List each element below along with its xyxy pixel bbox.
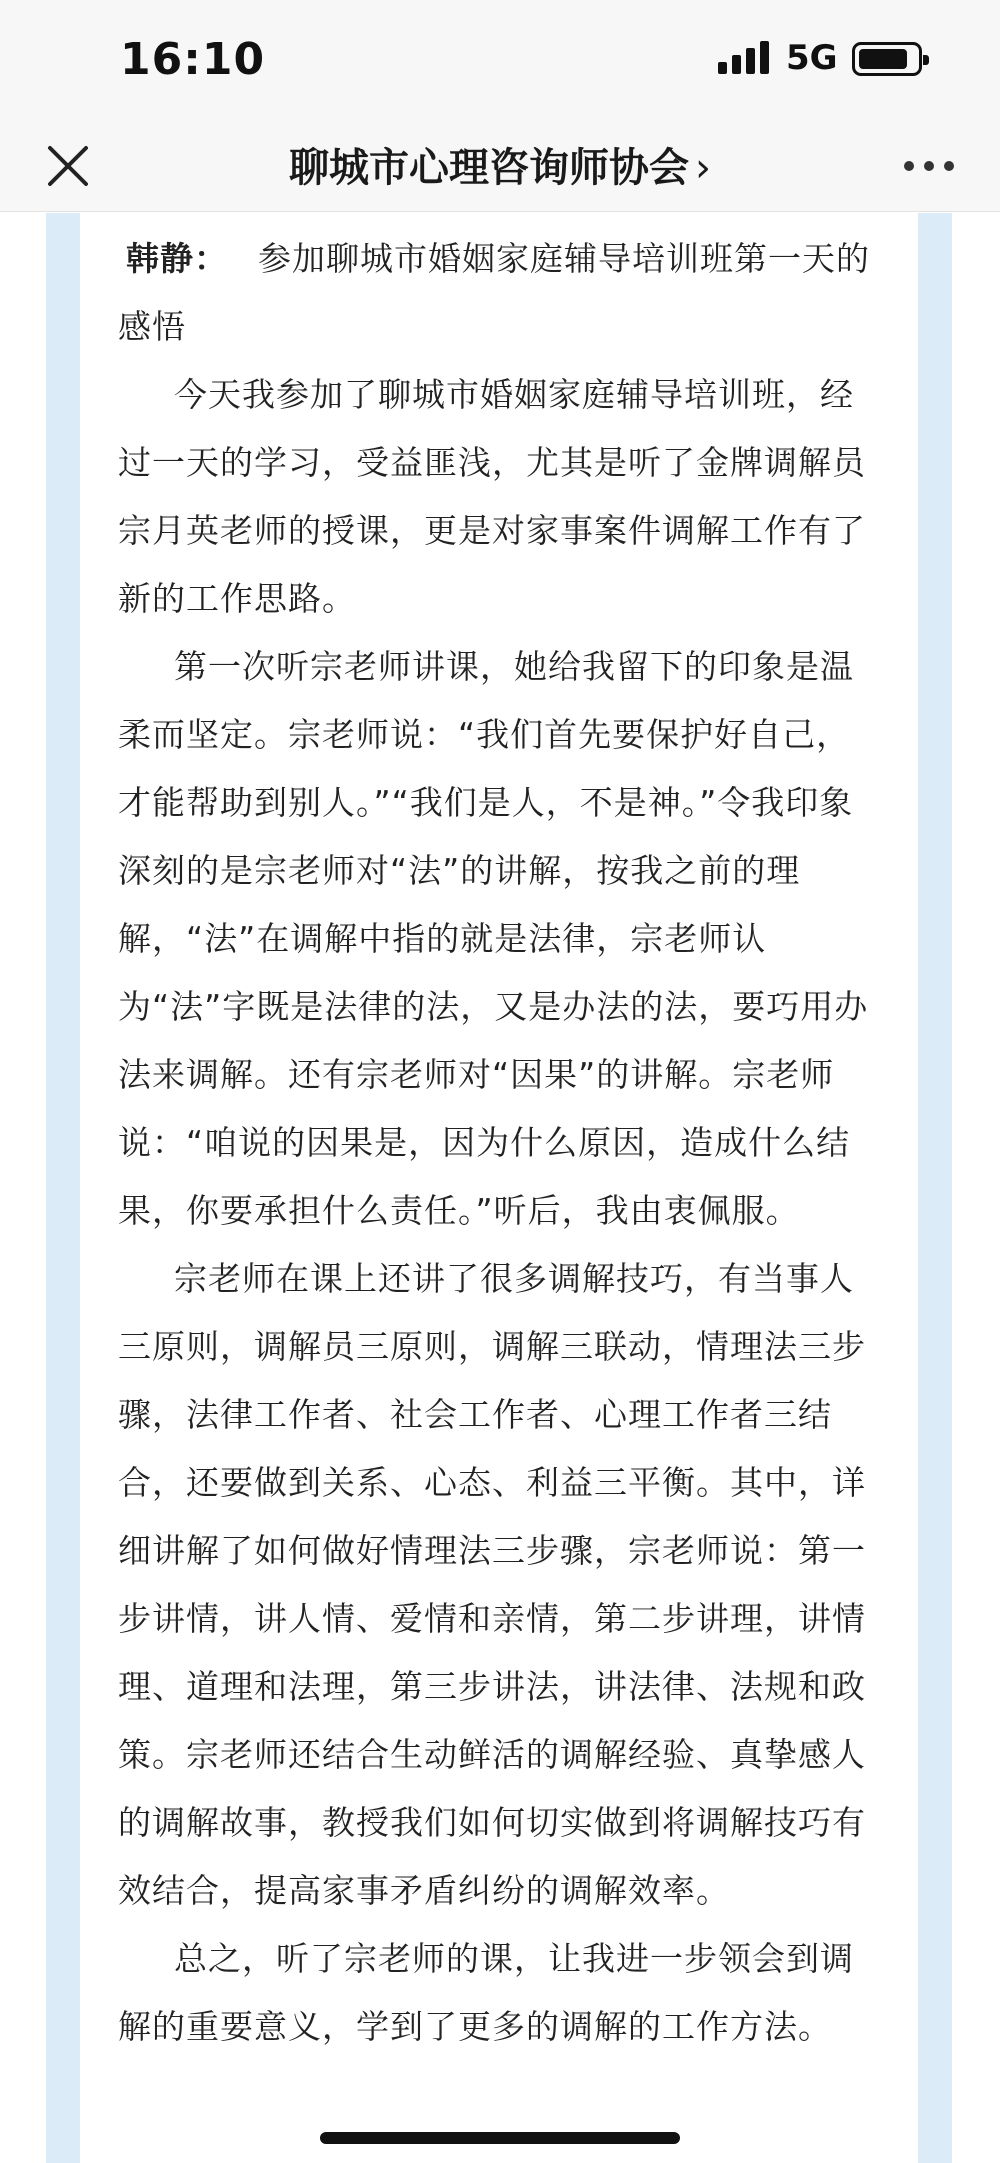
- more-dots-icon: [904, 161, 914, 171]
- nav-bar: [0, 120, 1000, 212]
- chevron-right-icon: ›: [695, 145, 711, 191]
- battery-icon: [852, 42, 922, 76]
- article-heading: [118, 225, 878, 361]
- account-title-link[interactable]: [0, 136, 1000, 193]
- status-time: 16:10: [120, 34, 266, 85]
- article-author: 韩静：: [126, 239, 228, 278]
- right-border-decoration: [918, 213, 952, 2163]
- status-bar: [0, 0, 1000, 120]
- paragraph-4: 总之，听了宗老师的课，让我进一步领会到调解的重要意义，学到了更多的调解的工作方法。: [118, 1939, 854, 2046]
- home-indicator[interactable]: [320, 2132, 680, 2144]
- more-button[interactable]: [904, 158, 956, 174]
- left-border-decoration: [46, 213, 80, 2163]
- article-content-area[interactable]: [0, 213, 1000, 2163]
- article-body: [118, 225, 878, 2061]
- network-type: 5G: [786, 38, 838, 78]
- signal-strength-icon: [718, 40, 772, 74]
- page-title: 聊城市心理咨询师协会: [289, 145, 689, 191]
- article-title: 参加聊城市婚姻家庭辅导培训班第一天的感悟: [118, 239, 870, 346]
- paragraph-3: 宗老师在课上还讲了很多调解技巧，有当事人三原则，调解员三原则，调解三联动，情理法三步骤，法律工作者、社会工作者、心理工作者三结合，还要做到关系、心态、利益三平衡。其中，详细讲解了如何做好情理法三步骤，宗老师说：第一步讲情，讲人情、爱情和亲情，第二步讲理，讲情理、道理和法理，第三步讲法，讲法律、法规和政策。宗老师还结合生动鲜活的调解经验、真挚感人的调解故事，教授我们如何切实做到将调解技巧有效结合，提高家事矛盾纠纷的调解效率。: [118, 1259, 866, 1910]
- paragraph-2: 第一次听宗老师讲课，她给我留下的印象是温柔而坚定。宗老师说：“我们首先要保护好自己，才能帮助到别人。”“我们是人，不是神。”令我印象深刻的是宗老师对“法”的讲解，按我之前的理解，“法”在调解中指的就是法律，宗老师认为“法”字既是法律的法，又是办法的法，要巧用办法来调解。还有宗老师对“因果”的讲解。宗老师说：“咱说的因果是，因为什么原因，造成什么结果，你要承担什么责任。”听后，我由衷佩服。: [118, 647, 869, 1230]
- paragraph-1: 今天我参加了聊城市婚姻家庭辅导培训班，经过一天的学习，受益匪浅，尤其是听了金牌调解员宗月英老师的授课，更是对家事案件调解工作有了新的工作思路。: [118, 375, 866, 618]
